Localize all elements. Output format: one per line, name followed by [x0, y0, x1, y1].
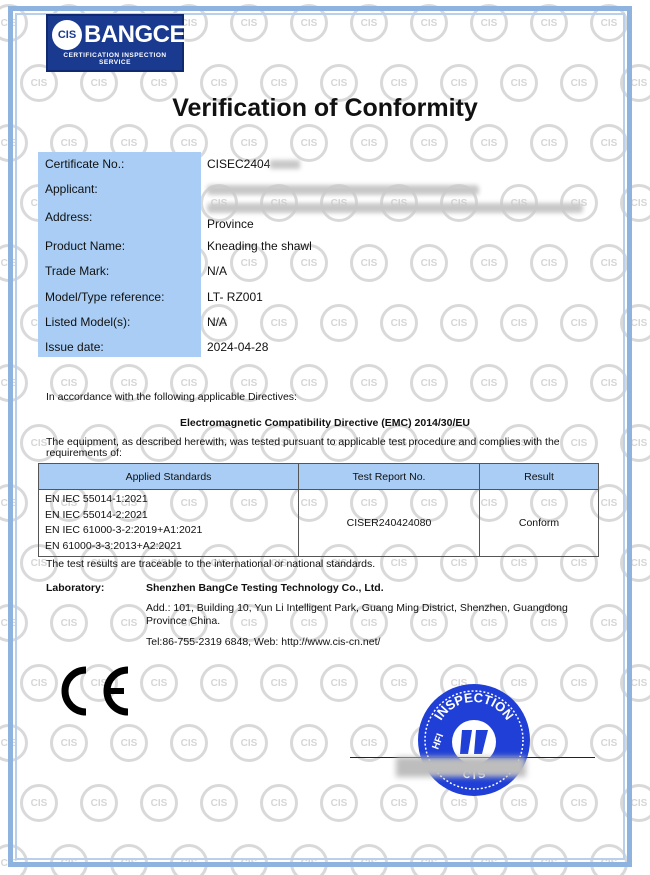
- standard-item: EN 61000-3-3:2013+A2:2021: [45, 539, 182, 552]
- laboratory-name: Shenzhen BangCe Testing Technology Co., Ltd.: [146, 582, 384, 594]
- laboratory-address: Add.: 101, Building 10, Yun Li Intelligent Park, Guang Ming District, Shenzhen, Guangdong Province China.: [146, 602, 568, 627]
- header-applied-standards: Applied Standards: [39, 464, 299, 490]
- header-test-report-no: Test Report No.: [299, 464, 480, 490]
- field-label: Trade Mark:: [45, 264, 110, 278]
- field-value: Province: [207, 203, 591, 231]
- directives-intro: In accordance with the following applicable Directives:: [46, 391, 297, 403]
- laboratory-label: Laboratory:: [46, 582, 105, 594]
- field-label: Issue date:: [45, 340, 104, 354]
- logo-tagline: CERTIFICATION INSPECTION SERVICE: [63, 52, 167, 66]
- seal-top-text: INSPECTION: [430, 689, 517, 723]
- standard-item: EN IEC 55014-2:2021: [45, 508, 148, 521]
- ce-mark-icon: [52, 660, 134, 722]
- directive-title: Electromagnetic Compatibility Directive (EMC) 2014/30/EU: [179, 417, 470, 429]
- applied-standards-cell: [39, 490, 299, 557]
- standard-item: EN IEC 55014-1:2021: [45, 493, 148, 505]
- page-title: Verification of Conformity: [172, 94, 478, 122]
- header-result: Result: [480, 464, 599, 490]
- standard-item: EN IEC 61000-3-2:2019+A1:2021: [45, 524, 203, 536]
- field-label: Address:: [45, 210, 93, 224]
- traceability-statement: The test results are traceable to the international or national standards.: [46, 558, 376, 570]
- field-value: N/A: [207, 315, 228, 329]
- result-cell: Conform: [480, 490, 599, 557]
- inspection-seal-icon: [414, 680, 534, 800]
- cis-emblem-icon: CIS: [52, 20, 82, 50]
- field-label: Product Name:: [45, 239, 126, 253]
- field-label: Applicant:: [45, 182, 98, 196]
- field-value: Kneading the shawl: [207, 239, 312, 253]
- field-value-redacted: [207, 182, 591, 195]
- equipment-statement: The equipment, as described herewith, was tested pursuant to applicable test procedure and complies with the requirements of:: [46, 436, 560, 459]
- field-value: CISEC2404: [207, 157, 591, 171]
- seal-left-text: HFI: [430, 732, 447, 752]
- signature-redacted: [396, 757, 526, 777]
- field-value: 2024-04-28: [207, 340, 269, 354]
- field-value: LT- RZ001: [207, 290, 263, 304]
- test-report-no-cell: CISER240424080: [299, 490, 480, 557]
- field-label: Certificate No.:: [45, 157, 125, 171]
- standards-table: [38, 463, 599, 557]
- laboratory-contact: Tel:86-755-2319 6848, Web: http://www.cis-cn.net/: [146, 636, 381, 648]
- table-row: [39, 490, 599, 557]
- bangce-logo: [46, 14, 184, 72]
- field-label: Model/Type reference:: [45, 290, 165, 304]
- field-label: Listed Model(s):: [45, 315, 131, 329]
- logo-brand: BANGCE: [84, 21, 186, 48]
- field-value: N/A: [207, 264, 228, 278]
